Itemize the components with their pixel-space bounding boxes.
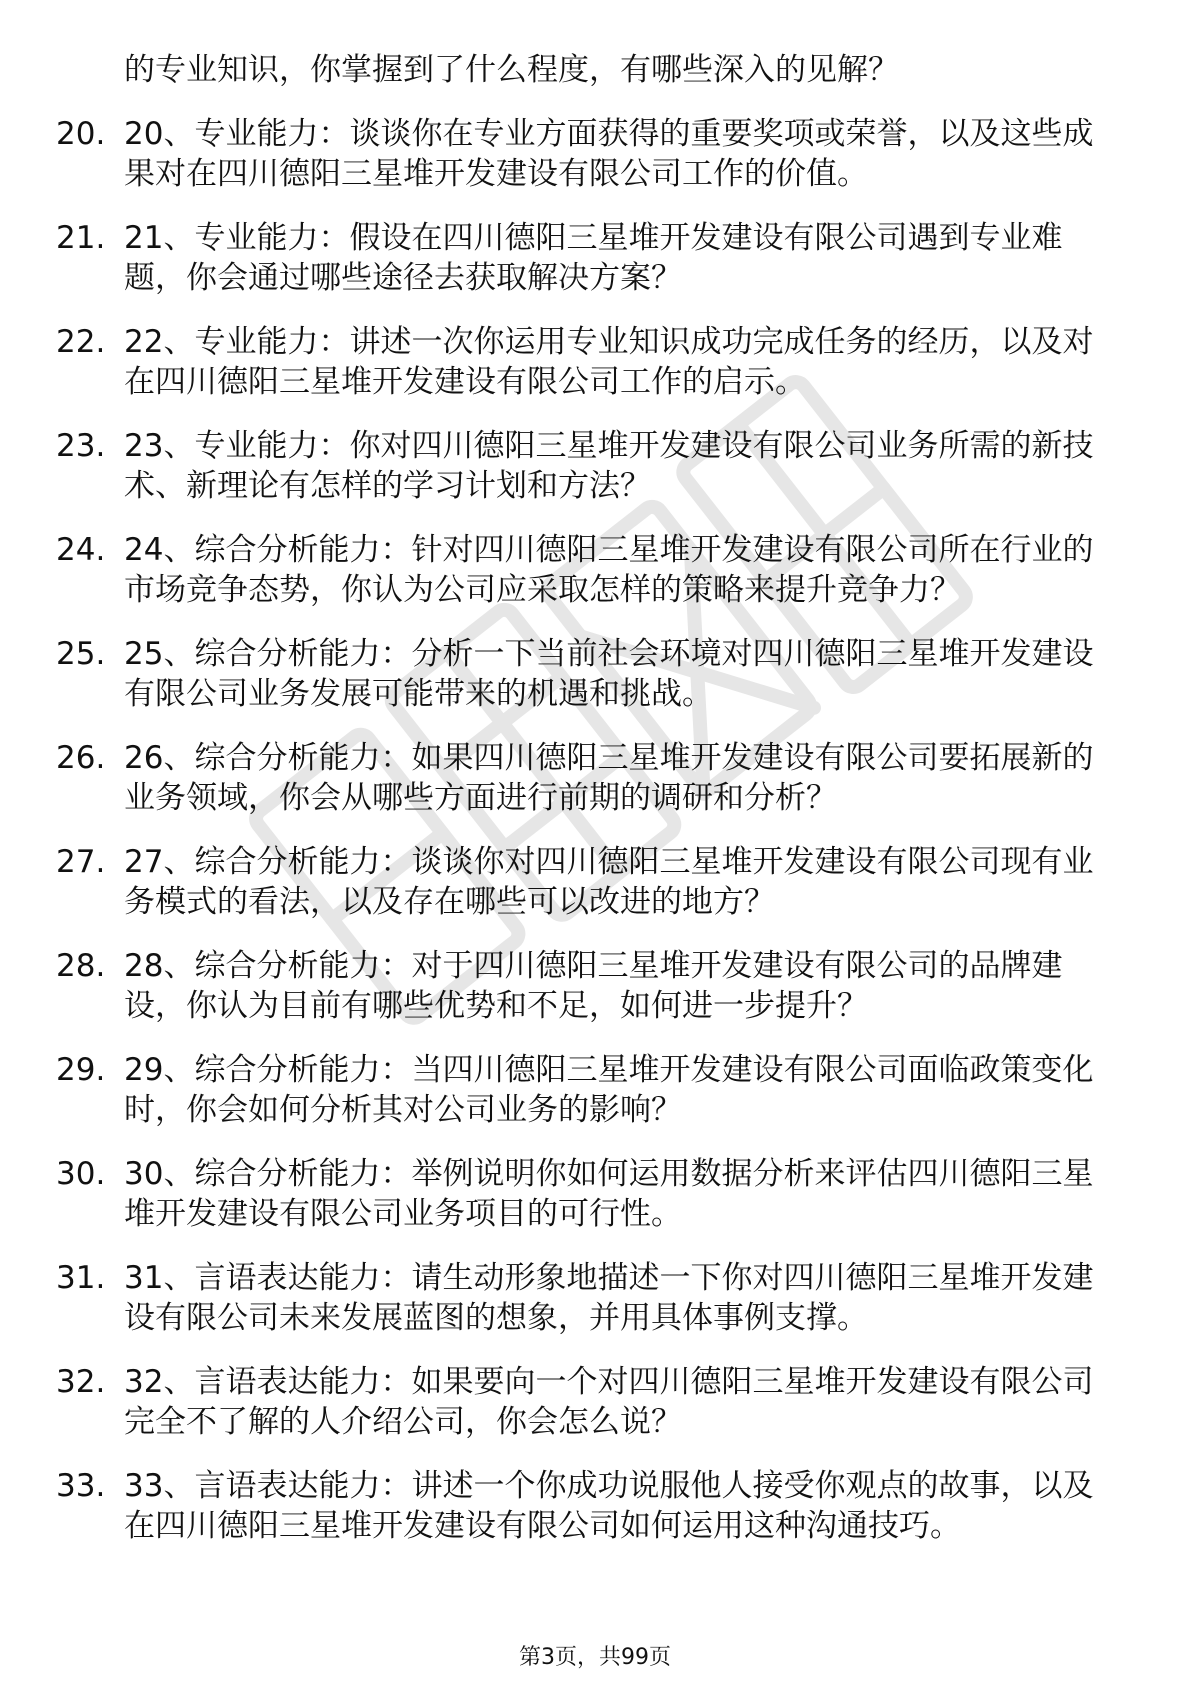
question-item <box>56 842 1116 922</box>
question-item <box>56 1154 1116 1234</box>
question-text: 23、专业能力：你对四川德阳三星堆开发建设有限公司业务所需的新技术、新理论有怎样的学习计划和方法？ <box>124 428 1094 504</box>
question-item <box>56 1362 1116 1442</box>
question-number: 25. <box>56 636 106 672</box>
question-item <box>56 530 1116 610</box>
question-number: 23. <box>56 428 106 464</box>
page-footer: 第3页，共99页 <box>519 1645 671 1670</box>
question-item <box>56 322 1116 402</box>
question-item <box>56 218 1116 298</box>
question-number: 20. <box>56 116 106 152</box>
question-text: 33、言语表达能力：讲述一个你成功说服他人接受你观点的故事，以及在四川德阳三星堆开发建设有限公司如何运用这种沟通技巧。 <box>124 1468 1094 1544</box>
question-number: 26. <box>56 740 106 776</box>
question-text: 31、言语表达能力：请生动形象地描述一下你对四川德阳三星堆开发建设有限公司未来发展蓝图的想象，并用具体事例支撑。 <box>124 1260 1094 1336</box>
question-text: 29、综合分析能力：当四川德阳三星堆开发建设有限公司面临政策变化时，你会如何分析其对公司业务的影响？ <box>124 1052 1094 1128</box>
question-text: 27、综合分析能力：谈谈你对四川德阳三星堆开发建设有限公司现有业务模式的看法，以及存在哪些可以改进的地方？ <box>124 844 1094 920</box>
question-text: 28、综合分析能力：对于四川德阳三星堆开发建设有限公司的品牌建设，你认为目前有哪些优势和不足，如何进一步提升？ <box>124 948 1063 1024</box>
question-text: 24、综合分析能力：针对四川德阳三星堆开发建设有限公司所在行业的市场竞争态势，你认为公司应采取怎样的策略来提升竞争力？ <box>124 532 1094 608</box>
intro-paragraph: 的专业知识，你掌握到了什么程度，有哪些深入的见解？ <box>124 52 899 88</box>
question-item <box>56 114 1116 194</box>
question-item <box>56 738 1116 818</box>
question-number: 30. <box>56 1156 106 1192</box>
question-item <box>56 634 1116 714</box>
question-text: 21、专业能力：假设在四川德阳三星堆开发建设有限公司遇到专业难题，你会通过哪些途径去获取解决方案？ <box>124 220 1063 296</box>
question-number: 27. <box>56 844 106 880</box>
question-number: 29. <box>56 1052 106 1088</box>
question-text: 32、言语表达能力：如果要向一个对四川德阳三星堆开发建设有限公司完全不了解的人介绍公司，你会怎么说？ <box>124 1364 1094 1440</box>
question-item <box>56 1466 1116 1546</box>
question-text: 30、综合分析能力：举例说明你如何运用数据分析来评估四川德阳三星堆开发建设有限公司业务项目的可行性。 <box>124 1156 1094 1232</box>
question-number: 33. <box>56 1468 106 1504</box>
question-text: 22、专业能力：讲述一次你运用专业知识成功完成任务的经历，以及对在四川德阳三星堆开发建设有限公司工作的启示。 <box>124 324 1094 400</box>
question-item <box>56 1258 1116 1338</box>
question-list <box>56 114 1116 1546</box>
document-body <box>56 50 1116 1570</box>
question-number: 21. <box>56 220 106 256</box>
question-number: 24. <box>56 532 106 568</box>
question-number: 28. <box>56 948 106 984</box>
question-number: 32. <box>56 1364 106 1400</box>
question-number: 22. <box>56 324 106 360</box>
question-item <box>56 946 1116 1026</box>
question-text: 25、综合分析能力：分析一下当前社会环境对四川德阳三星堆开发建设有限公司业务发展可能带来的机遇和挑战。 <box>124 636 1094 712</box>
question-item <box>56 1050 1116 1130</box>
question-text: 26、综合分析能力：如果四川德阳三星堆开发建设有限公司要拓展新的业务领域，你会从哪些方面进行前期的调研和分析？ <box>124 740 1094 816</box>
question-text: 20、专业能力：谈谈你在专业方面获得的重要奖项或荣誉，以及这些成果对在四川德阳三星堆开发建设有限公司工作的价值。 <box>124 116 1094 192</box>
question-number: 31. <box>56 1260 106 1296</box>
question-item <box>56 426 1116 506</box>
